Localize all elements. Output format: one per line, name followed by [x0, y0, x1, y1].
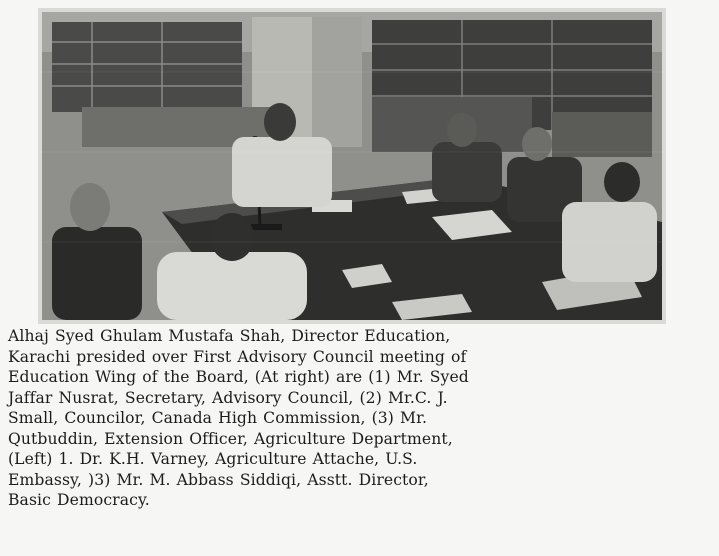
caption-line: Alhaj Syed Ghulam Mustafa Shah, Director Education,: [8, 327, 451, 345]
caption-line: Embassy, )3) Mr. M. Abbass Siddiqi, Asstt. Director,: [8, 470, 429, 489]
caption-line: Basic Democracy.: [8, 491, 150, 509]
caption-line: (Left) 1. Dr. K.H. Varney, Agriculture Attache, U.S.: [8, 450, 418, 468]
caption-line: Karachi presided over First Advisory Council meeting of: [8, 347, 467, 366]
meeting-photograph: [42, 12, 662, 320]
caption-line: Small, Councilor, Canada High Commission, (3) Mr.: [8, 409, 428, 427]
photo-caption: [8, 326, 708, 511]
caption-line: Education Wing of the Board, (At right) are (1) Mr. Syed: [8, 368, 469, 386]
photo-frame: [38, 8, 666, 324]
caption-line: Qutbuddin, Extension Officer, Agriculture Department,: [8, 429, 453, 448]
caption-line: Jaffar Nusrat, Secretary, Advisory Council, (2) Mr.C. J.: [8, 388, 448, 407]
